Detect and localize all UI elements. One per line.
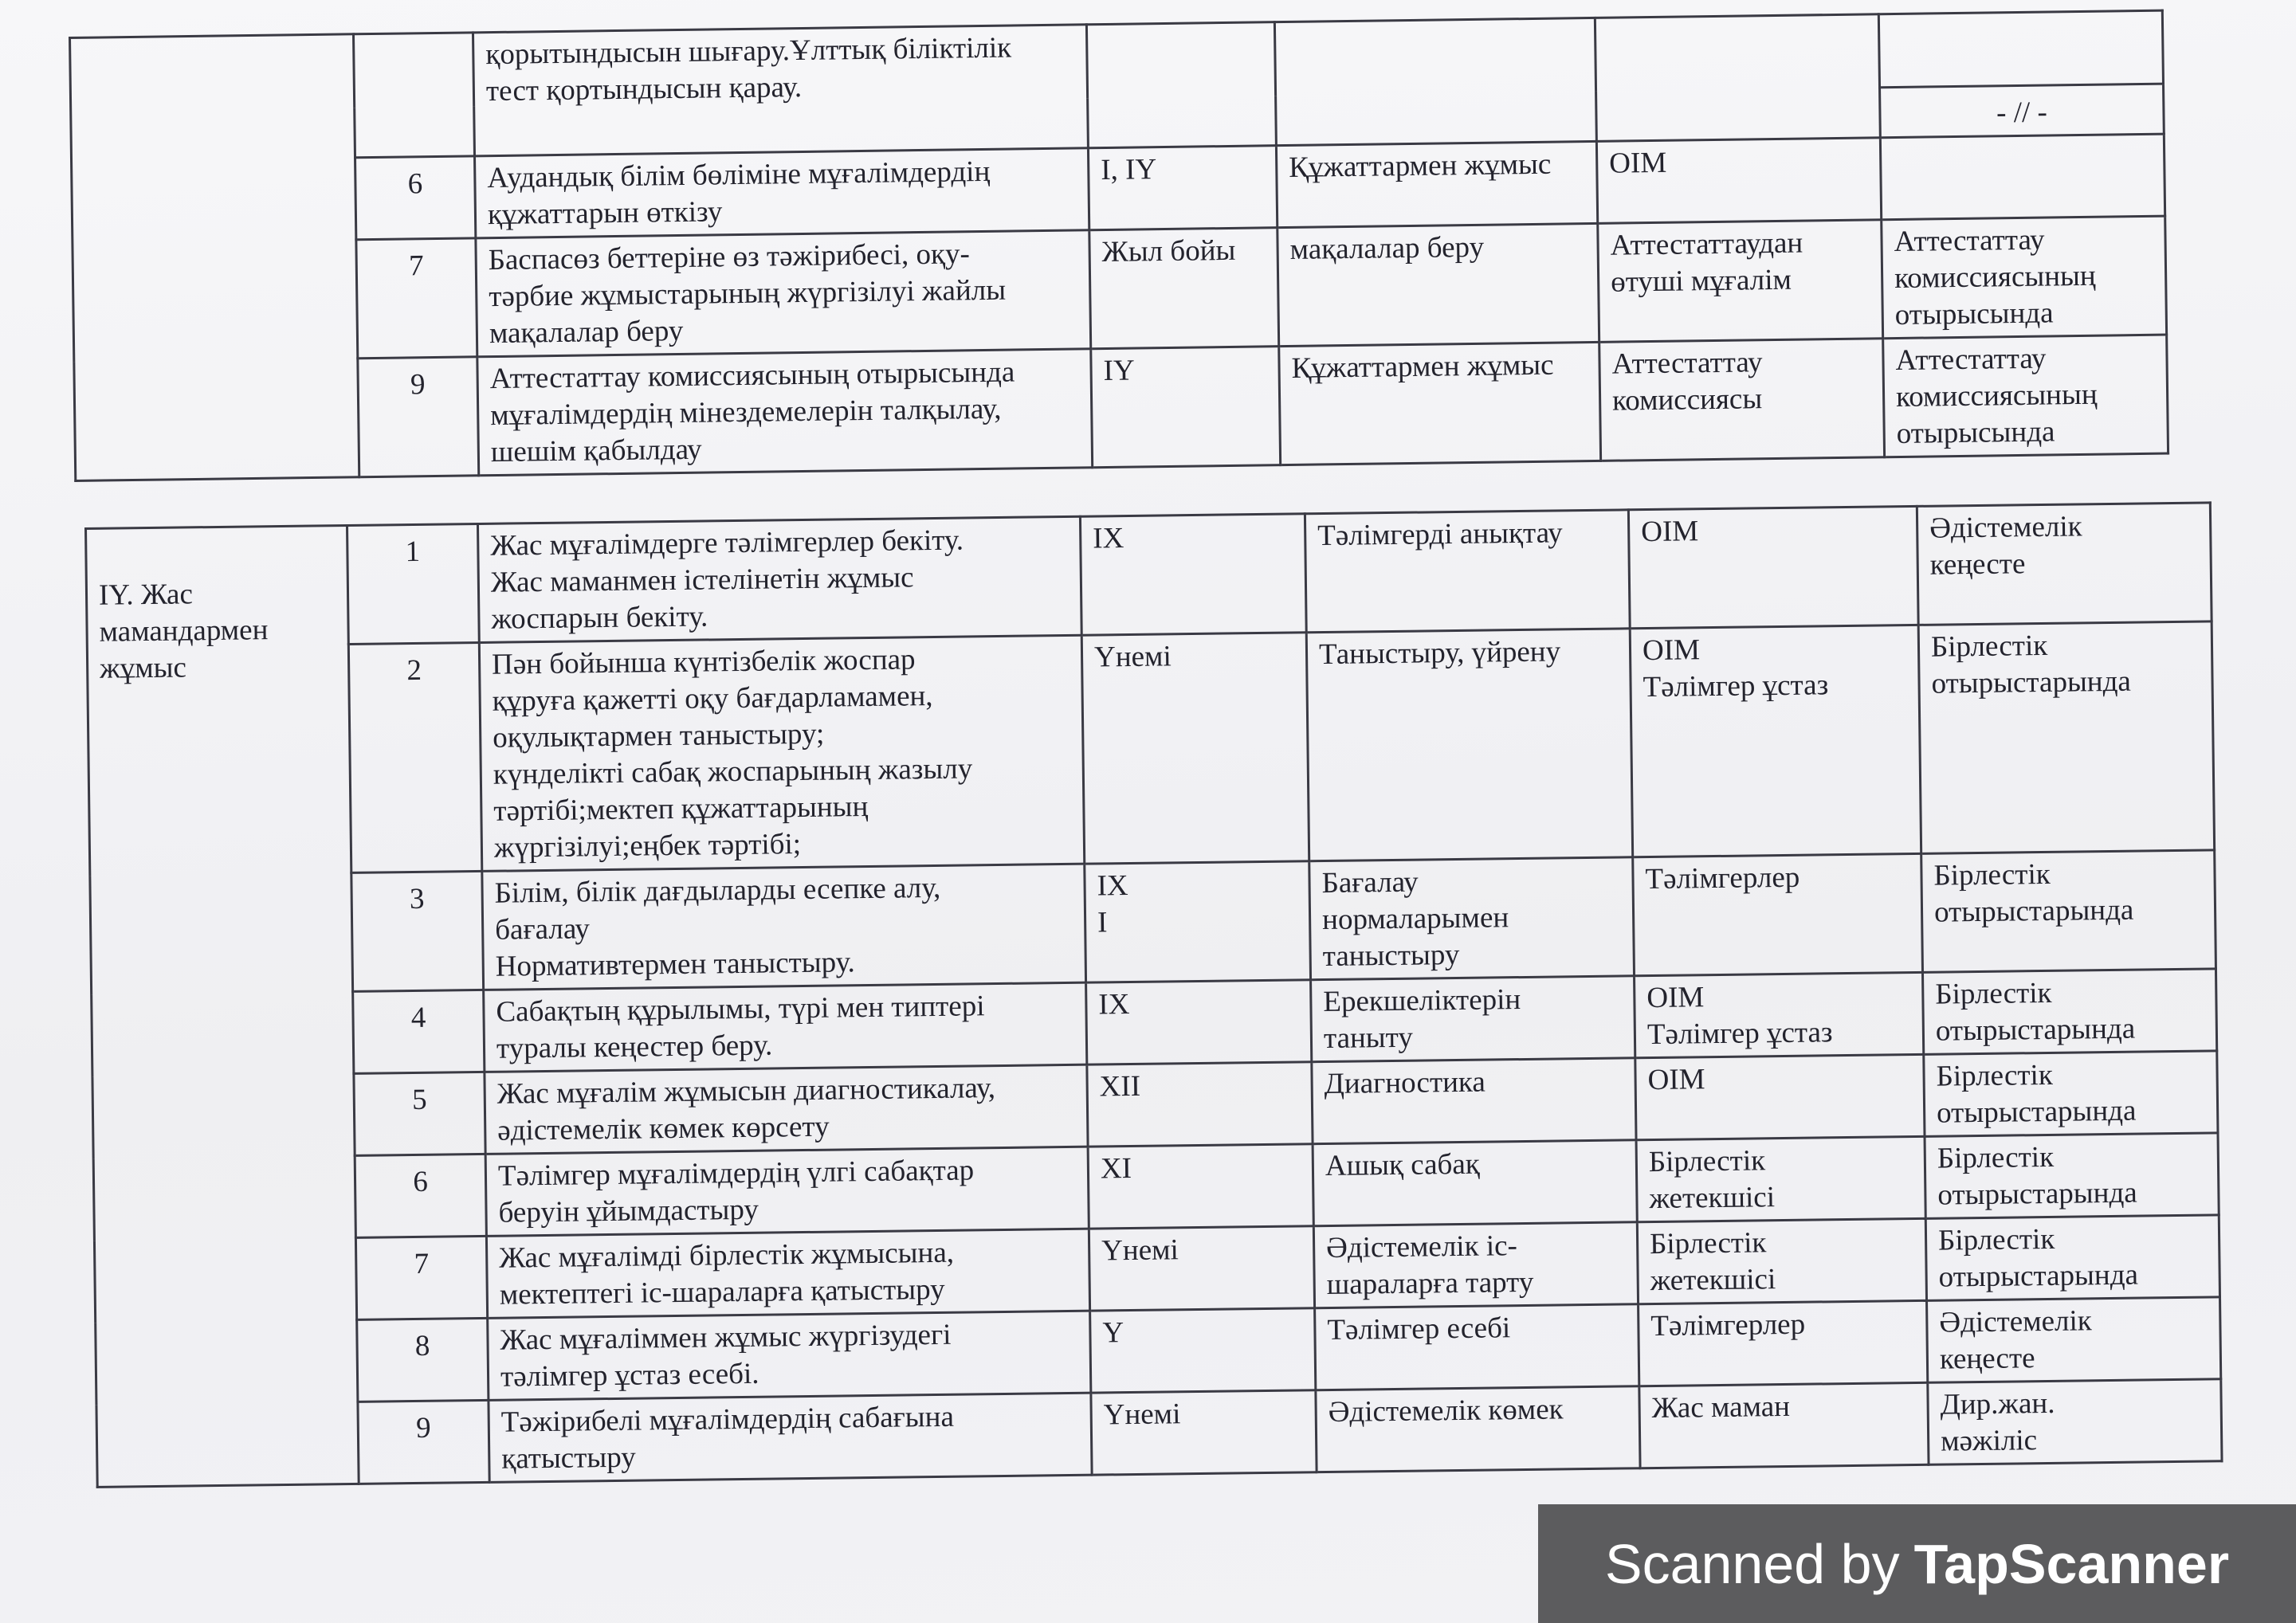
section-title: ІY. Жас мамандармен жұмыс [86,525,359,1487]
task-cell: Тәлімгер мұғалімдердің үлгі сабақтар беруін ұйымдастыру [485,1147,1089,1236]
result-cell [1880,134,2165,220]
row-number: 9 [358,357,479,477]
row-number [353,33,474,158]
result-cell: Аттестаттау комиссиясының отырысында [1882,216,2167,339]
responsible-cell: Аттестаттау комиссиясы [1599,339,1885,461]
task-cell: Білім, білік дағдыларды есепке алу, бағалау Нормативтермен таныстыру. [482,864,1086,990]
time-cell: IY [1091,347,1281,468]
row-number: 5 [354,1072,485,1155]
form-cell: Бағалау нормаларымен таныстыру [1309,857,1635,980]
time-cell: IX [1086,980,1312,1064]
time-cell [1086,22,1276,148]
responsible-cell: ОІМ [1635,1054,1925,1139]
result-cell: Әдістемелік кеңесте [1917,503,2212,625]
result-cell [1878,10,2163,88]
task-cell: қорытындысын шығару.Ұлттық біліктілік тест қортындысын қарау. [473,25,1088,156]
row-number: 8 [357,1318,489,1402]
row-number: 9 [358,1400,489,1484]
task-cell: Жас мұғаліммен жұмыс жүргізудегі тәлімгер ұстаз есебі. [488,1311,1091,1400]
form-cell: мақалалар беру [1278,223,1599,346]
form-cell: Ашық сабақ [1313,1140,1637,1226]
task-cell: Жас мұғалімдерге тәлімгерлер бекіту. Жас маманмен істелінетін жұмыс жоспарын бекіту. [477,516,1081,642]
row-number: 2 [348,642,481,872]
form-cell: Құжаттармен жұмыс [1276,141,1597,227]
time-cell: IX I [1085,861,1311,982]
responsible-cell: ОІМ [1628,506,1918,628]
form-cell [1274,18,1596,145]
form-cell: Әдістемелік іс- шараларға тарту [1313,1222,1638,1308]
form-cell: Тәлімгерді анықтау [1305,510,1630,633]
result-cell: Дир.жан. мәжіліс [1928,1379,2222,1464]
row-number: 6 [355,156,476,240]
result-cell: Бірлестік отырыстарында [1922,969,2216,1054]
result-cell: Бірлестік отырыстарында [1925,1215,2219,1300]
form-cell: Әдістемелік көмек [1316,1386,1640,1472]
task-cell: Пән бойынша күнтізбелік жоспар құруға қажетті оқу бағдарламамен, оқулықтармен таныстыру; күнделікті сабақ жоспарының жазылу тәртібі;мектеп құжаттарының жүргізілуі;еңбек тәртібі; [479,635,1084,871]
time-cell: Y [1090,1308,1316,1393]
result-cell: Бірлестік отырыстарында [1925,1133,2219,1218]
form-cell: Таныстыру, үйрену [1306,629,1632,861]
row-number: 1 [347,523,479,644]
row-number: 6 [355,1154,486,1237]
time-cell: I, IY [1088,146,1277,230]
task-cell: Тәжірибелі мұғалімдердің сабағына қатыстыру [489,1393,1092,1482]
section-cell [70,34,359,481]
time-cell: XII [1087,1062,1313,1147]
responsible-cell [1595,14,1880,142]
plan-table-top [69,10,2169,482]
time-cell: Жыл бойы [1089,228,1279,349]
time-cell: Үнемі [1089,1226,1314,1311]
task-cell: Сабақтың құрылымы, түрі мен типтері туралы кеңестер беру. [484,982,1087,1072]
task-cell: Жас мұғалім жұмысын диагностикалау, әдістемелік көмек көрсету [485,1064,1088,1154]
responsible-cell: Жас маман [1639,1382,1929,1468]
responsible-cell: Тәлімгерлер [1633,853,1923,975]
row-number: 4 [353,990,485,1073]
time-cell: Үнемі [1091,1390,1317,1475]
form-cell: Диагностика [1312,1058,1636,1144]
task-cell: Жас мұғалімді бірлестік жұмысына, мектептегі іс-шараларға қатыстыру [486,1229,1089,1318]
responsible-cell: ОІМ [1596,138,1881,224]
banner-brand: TapScanner [1913,1532,2230,1595]
task-cell: Аудандық білім бөліміне мұғалімдердің құжаттарын өткізу [475,148,1089,238]
table-row [70,10,2164,111]
row-number: 7 [356,238,477,359]
result-cell: Бірлестік отырыстарында [1918,621,2214,853]
time-cell: Үнемі [1081,633,1309,864]
form-cell: Ерекшеліктерін таныту [1311,976,1635,1062]
responsible-cell: Аттестаттаудан өтуші мұғалім [1598,220,1883,343]
task-cell: Баспасөз беттеріне өз тәжірибесі, оқу- тәрбие жұмыстарының жүргізілуі жайлы мақалалар беру [476,230,1091,357]
responsible-cell: ОІМ Тәлімгер ұстаз [1630,625,1921,857]
result-cell: Әдістемелік кеңесте [1927,1297,2221,1382]
responsible-cell: Бірлестік жетекшісі [1637,1218,1926,1303]
responsible-cell: Тәлімгерлер [1639,1300,1928,1386]
plan-table-young-specialists [84,501,2223,1488]
result-cell: Бірлестік отырыстарында [1924,1051,2218,1136]
form-cell: Құжаттармен жұмыс [1279,342,1601,465]
responsible-cell: ОІМ Тәлімгер ұстаз [1635,972,1924,1057]
result-cell: Аттестаттау комиссиясының отырысында [1883,335,2168,457]
row-number: 7 [355,1236,487,1319]
banner-prefix: Scanned by [1604,1532,1900,1595]
time-cell: XI [1088,1144,1313,1229]
form-cell: Тәлімгер есебі [1315,1304,1639,1390]
table-row [87,621,2214,876]
scanner-watermark-banner [1538,1504,2296,1623]
time-cell: IX [1080,514,1306,635]
row-number: 3 [351,871,484,991]
responsible-cell: Бірлестік жетекшісі [1636,1136,1925,1221]
result-cell: Бірлестік отырыстарында [1921,850,2216,972]
task-cell: Аттестаттау комиссиясының отырысында мұғалімдердің мінездемелерін талқылау, шешім қабылдау [477,349,1093,476]
result-cell: - // - [1880,84,2165,138]
